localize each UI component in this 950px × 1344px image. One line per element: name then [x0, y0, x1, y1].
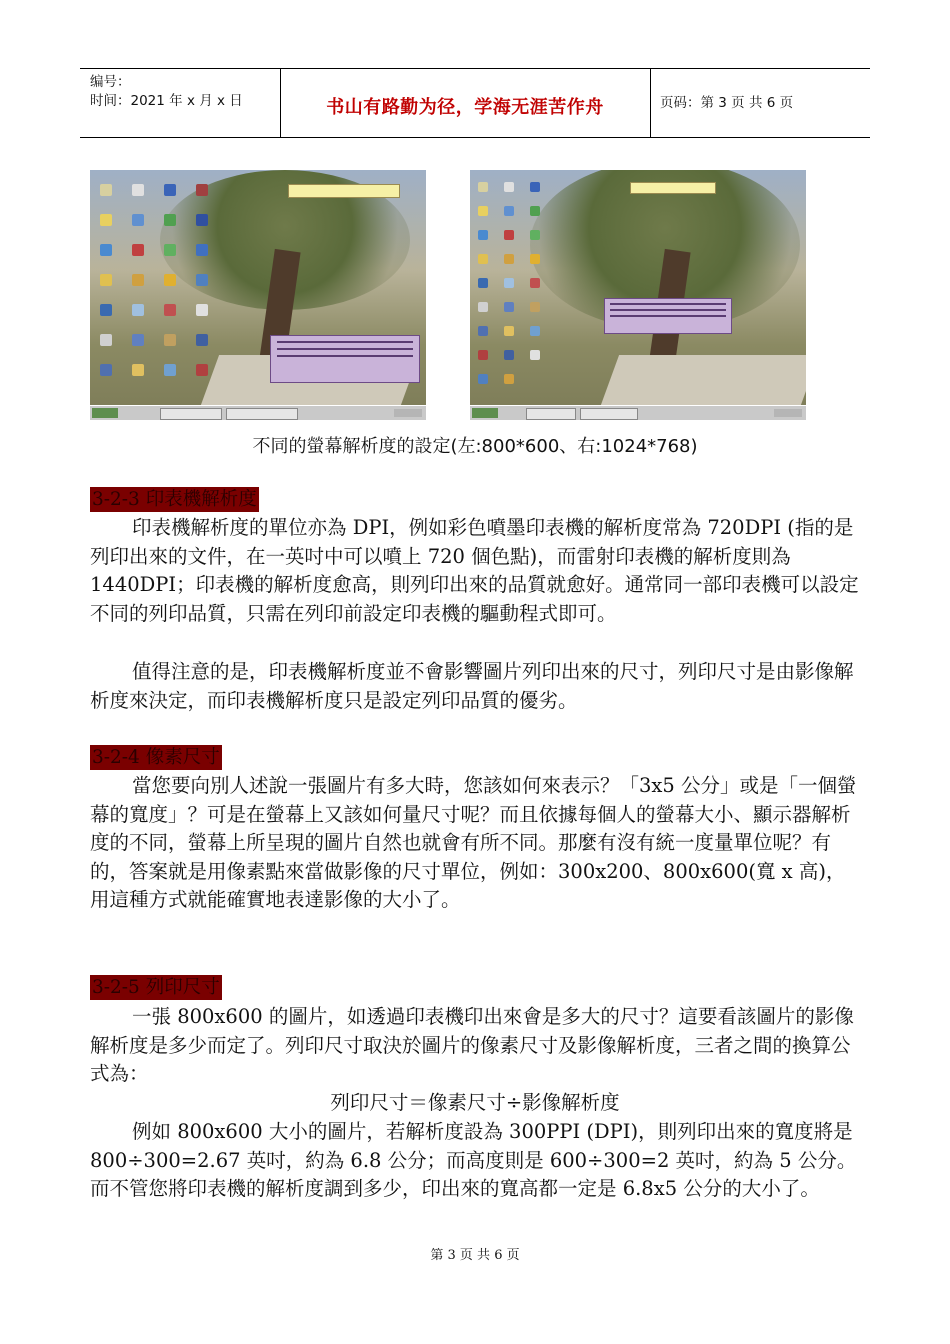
paragraph: 值得注意的是，印表機解析度並不會影響圖片列印出來的尺寸，列印尺寸是由影像解析度來決定，而印表機解析度只是設定列印品質的優劣。: [90, 660, 854, 712]
header-page-cell: [650, 69, 870, 137]
header-motto-cell: [280, 69, 651, 137]
paragraph: 例如 800x600 大小的圖片，若解析度設為 300PPI (DPI)，則列印出來的寬度將是 800÷300=2.67 英吋，約為 6.8 公分；而高度則是 600÷300=2 英吋，約為 5 公分。而不管您將印表機的解析度調到多少，印出來的寬高都一定是 6.8x5 公分的大小了。: [90, 1120, 857, 1200]
figure-caption: 不同的螢幕解析度的設定(左:800*600、右:1024*768): [252, 436, 698, 457]
section-heading-pixel-size: 3-2-4 像素尺寸: [92, 747, 220, 768]
paragraph: 一張 800x600 的圖片，如透過印表機印出來會是多大的尺寸？這要看該圖片的影像解析度是多少而定了。列印尺寸取決於圖片的像素尺寸及影像解析度，三者之間的換算公式為：: [90, 1005, 854, 1085]
section-heading-print-size: 3-2-5 列印尺寸: [92, 977, 220, 998]
header-info-cell: [80, 69, 281, 137]
taskbar: [470, 405, 806, 420]
header-motto: 书山有路勤为径，学海无涯苦作舟: [326, 97, 604, 118]
header-number: 编号：: [90, 74, 131, 90]
start-button: [92, 408, 118, 418]
formula: 列印尺寸＝像素尺寸÷影像解析度: [330, 1091, 620, 1114]
screenshot-1024x768: [470, 170, 806, 420]
start-button: [472, 408, 498, 418]
header-date: 时间：2021 年 x 月 x 日: [90, 93, 243, 109]
page-footer: 第 3 页 共 6 页: [430, 1248, 520, 1263]
page-header: [80, 68, 870, 138]
section-heading-printer-resolution: 3-2-3 印表機解析度: [92, 489, 257, 510]
screenshot-800x600: [90, 170, 426, 420]
paragraph: 當您要向別人述說一張圖片有多大時，您該如何來表示？「3x5 公分」或是「一個螢幕的寬度」？可是在螢幕上又該如何量尺寸呢？而且依據每個人的螢幕大小、顯示器解析度的不同，螢幕上所呈現的圖片自然也就會有所不同。那麼有沒有統一度量單位呢？有的，答案就是用像素點來當做影像的尺寸單位，例如：300x200、800x600(寬 x 高)，用這種方式就能確實地表達影像的大小了。: [90, 774, 857, 911]
header-page-number: 页码：第 3 页 共 6 页: [660, 95, 794, 111]
paragraph: 印表機解析度的單位亦為 DPI，例如彩色噴墨印表機的解析度常為 720DPI (指的是列印出來的文件，在一英吋中可以噴上 720 個色點)，而雷射印表機的解析度則為 1440DPI；印表機的解析度愈高，則列印出來的品質就愈好。通常同一部印表機可以設定不同的列印品質，只需在列印前設定印表機的驅動程式即可。: [90, 516, 859, 625]
taskbar: [90, 405, 426, 420]
